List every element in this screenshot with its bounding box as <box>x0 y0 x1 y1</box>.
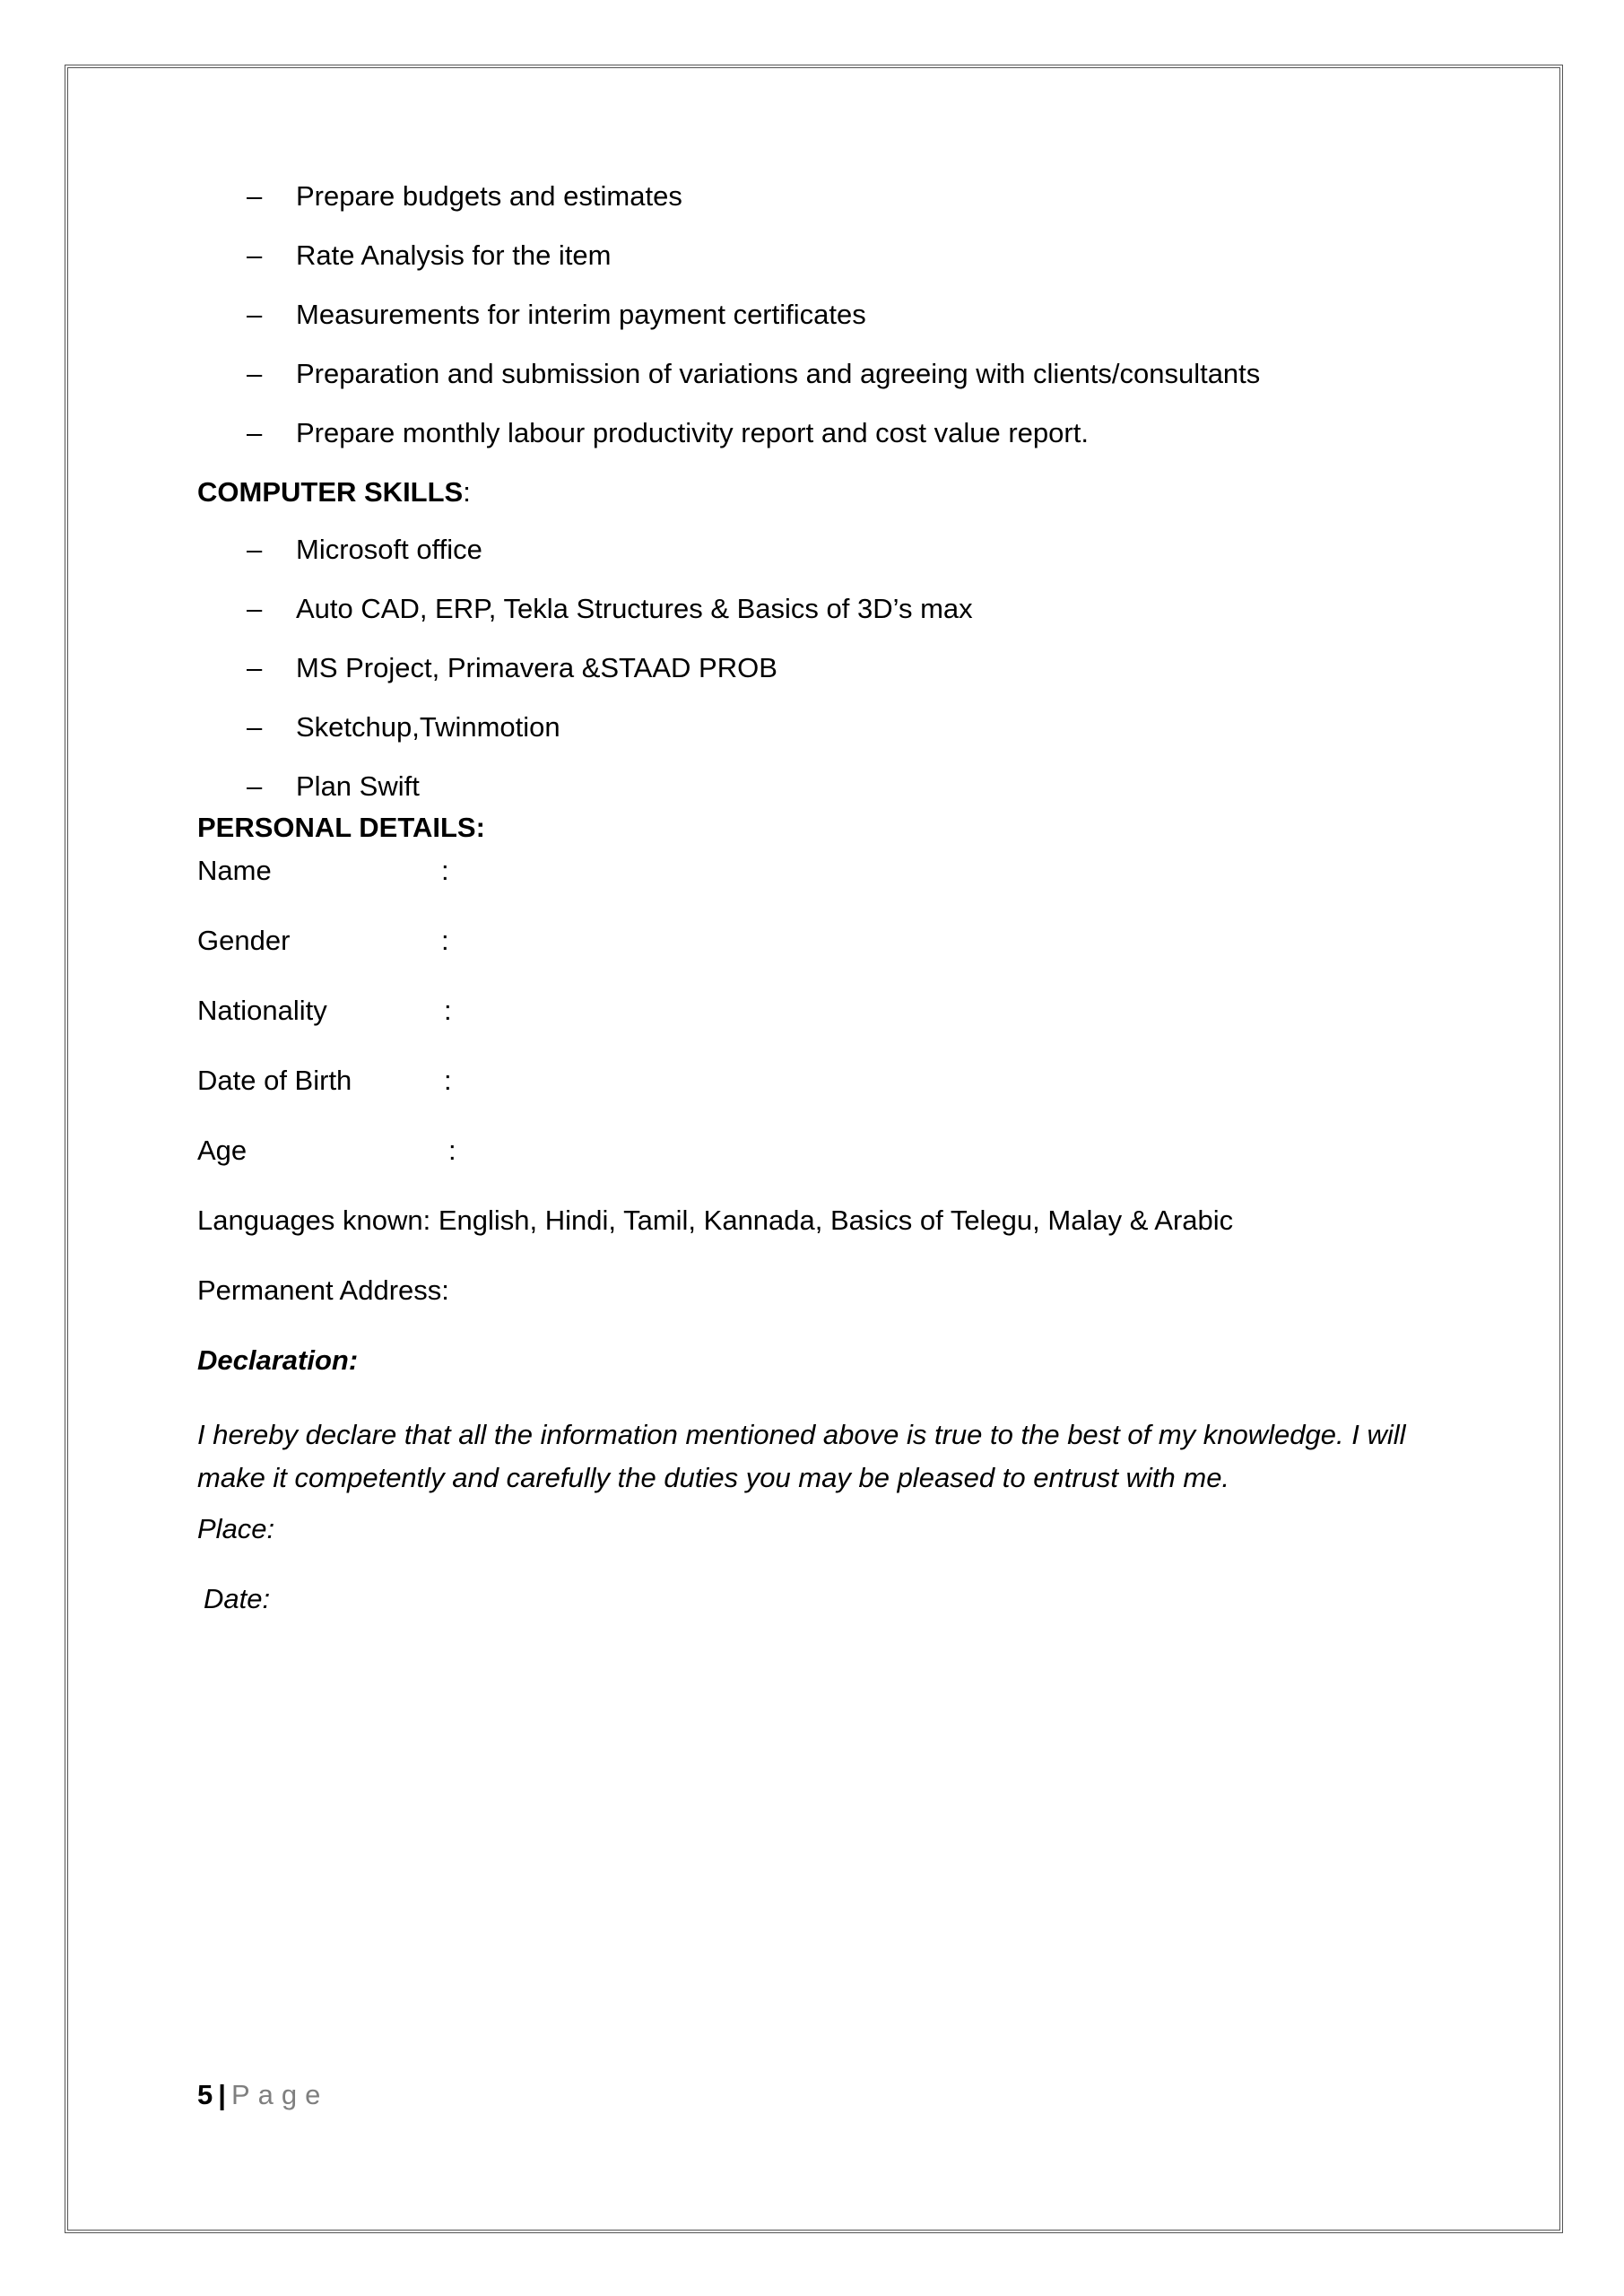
list-item: – Prepare monthly labour productivity report and cost value report. <box>247 417 1089 448</box>
page-number: 5 <box>197 2079 213 2110</box>
dash-bullet-icon: – <box>247 652 263 683</box>
dash-bullet-icon: – <box>247 770 263 802</box>
dash-bullet-icon: – <box>247 417 263 448</box>
list-item: – Measurements for interim payment certificates <box>247 299 866 330</box>
dash-bullet-icon: – <box>247 534 263 565</box>
computer-skills-list <box>197 533 1453 811</box>
list-item: – Auto CAD, ERP, Tekla Structures & Basics of 3D’s max <box>247 593 973 624</box>
footer-separator: | <box>218 2079 226 2110</box>
list-item: – Prepare budgets and estimates <box>247 180 682 212</box>
list-item: – MS Project, Primavera &STAAD PROB <box>247 652 777 683</box>
page-word: Page <box>230 2079 329 2110</box>
permanent-address: Permanent Address: <box>197 1274 449 1306</box>
dash-bullet-icon: – <box>247 239 263 271</box>
dash-bullet-icon: – <box>247 593 263 624</box>
dash-bullet-icon: – <box>247 711 263 743</box>
declaration-heading: Declaration: <box>197 1344 359 1376</box>
list-item: – Plan Swift <box>247 770 420 802</box>
duties-list <box>197 179 1453 475</box>
list-item: – Preparation and submission of variations and agreeing with clients/consultants <box>247 358 1261 389</box>
detail-row-name: Name : <box>197 855 449 886</box>
page-footer <box>197 2079 328 2111</box>
detail-row-gender: Gender : <box>197 925 449 956</box>
languages-known: Languages known: English, Hindi, Tamil, Kannada, Basics of Telegu, Malay & Arabic <box>197 1205 1234 1236</box>
declaration-text: I hereby declare that all the information mentioned above is true to the best of my knowledge. I will make it competently and carefully the duties you may be pleased to entrust with me. <box>197 1419 1406 1493</box>
place-label: Place: <box>197 1513 275 1544</box>
list-item: – Microsoft office <box>247 534 482 565</box>
list-item: – Sketchup,Twinmotion <box>247 711 560 743</box>
computer-skills-heading: COMPUTER SKILLS: <box>197 476 471 508</box>
detail-row-date-of-birth: Date of Birth : <box>197 1065 452 1096</box>
list-item: – Rate Analysis for the item <box>247 239 612 271</box>
detail-row-age: Age : <box>197 1135 456 1166</box>
dash-bullet-icon: – <box>247 299 263 330</box>
date-label: Date: <box>204 1583 271 1614</box>
dash-bullet-icon: – <box>247 180 263 212</box>
detail-row-nationality: Nationality : <box>197 995 452 1026</box>
dash-bullet-icon: – <box>247 358 263 389</box>
personal-details-heading: PERSONAL DETAILS: <box>197 812 485 843</box>
resume-page-content <box>197 179 1453 1652</box>
